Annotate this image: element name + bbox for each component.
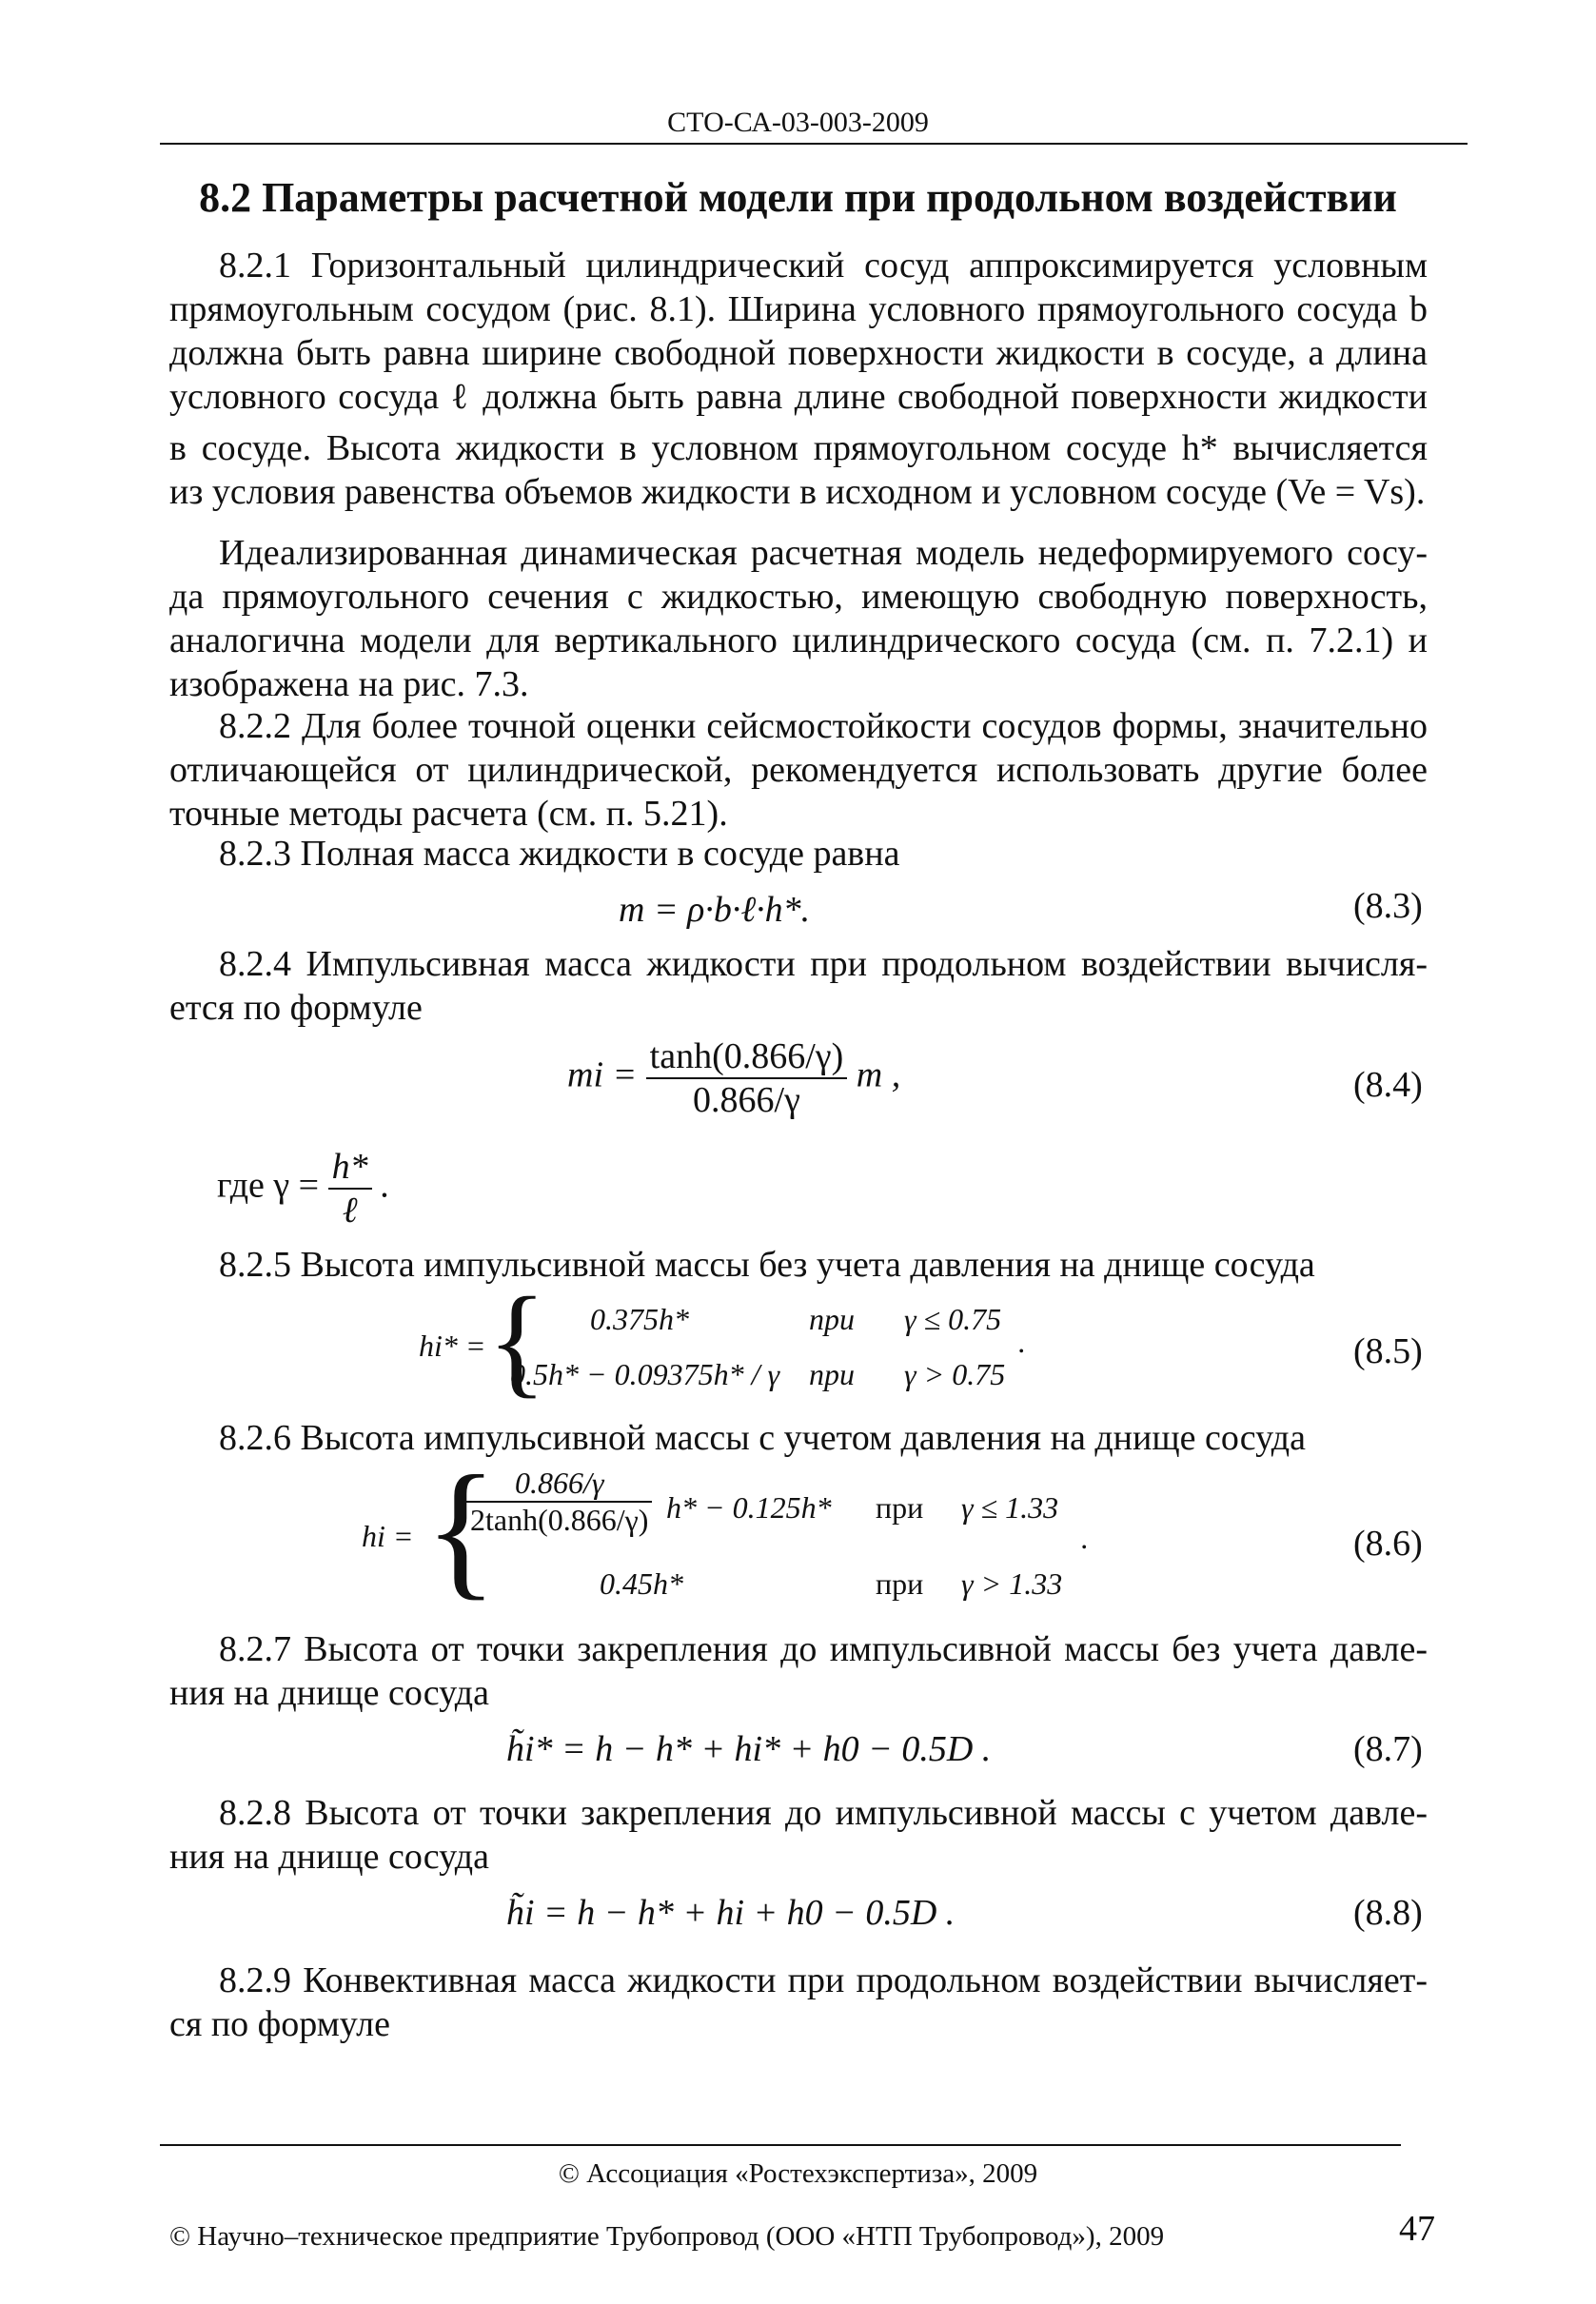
where-label: где γ =: [217, 1165, 320, 1206]
paragraph-8-2-2: [169, 704, 1428, 836]
equation-lhs: hi* =: [419, 1329, 486, 1363]
fraction-denominator: ℓ: [342, 1191, 358, 1231]
paragraph-8-2-7: [169, 1627, 1428, 1715]
text-line: ния на днище сосуда: [169, 1837, 489, 1877]
fraction: [328, 1146, 372, 1231]
text-line: точные методы расчета (см. п. 5.21).: [169, 794, 728, 834]
case-brace: {: [424, 1444, 498, 1613]
paragraph-8-2-6: [219, 1416, 1418, 1460]
equation-number-8-4: (8.4): [1353, 1065, 1423, 1105]
document-code: СТО-СА-03-003-2009: [667, 107, 929, 138]
equation-number-8-5: (8.5): [1353, 1331, 1423, 1371]
copyright-association: © Ассоциация «Ростехэкспертиза», 2009: [558, 2158, 1038, 2189]
equation-8-5: [419, 1272, 1142, 1409]
text-line: прямоугольным сосудом (рис. 8.1). Ширина условного прямоугольного сосуда b: [169, 289, 1428, 329]
case-2-condition: γ > 1.33: [961, 1566, 1063, 1601]
case-1-word: при: [809, 1302, 855, 1336]
case-1-expression: 0.375h*: [590, 1302, 689, 1336]
section-heading: 8.2 Параметры расчетной модели при продольном воздействии: [199, 174, 1397, 221]
text-line: отличающейся от цилиндрической, рекомендуется использовать другие более: [169, 750, 1428, 790]
equation-number-8-7: (8.7): [1353, 1729, 1423, 1769]
case-1-tail: h* − 0.125h*: [666, 1490, 832, 1525]
text-line: 8.2.3 Полная масса жидкости в сосуде равна: [219, 834, 900, 874]
text-line: ется по формуле: [169, 988, 423, 1028]
text-line: в сосуде. Высота жидкости в условном прямоугольном сосуде h* вычисляется: [169, 428, 1428, 468]
text-line: 8.2.1 Горизонтальный цилиндрический сосуд аппроксимируется условным: [219, 246, 1428, 286]
text-line: условного сосуда ℓ должна быть равна длине свободной поверхности жидкости: [169, 377, 1428, 417]
text-line: ния на днище сосуда: [169, 1673, 489, 1713]
equation-dot: .: [1018, 1325, 1026, 1359]
equation-lhs: hi =: [362, 1519, 414, 1553]
paragraph-8-2-1: [169, 244, 1428, 514]
case-2-expression: 0.45h*: [600, 1566, 683, 1601]
case-2-condition: γ > 0.75: [904, 1357, 1006, 1391]
fraction-denominator: 0.866/γ: [693, 1080, 800, 1120]
case-1-condition: γ ≤ 1.33: [961, 1490, 1059, 1525]
equation-8-3: m = ρ·b·ℓ·h*.: [619, 890, 811, 930]
paragraph-ideal-model: [169, 531, 1428, 706]
text-line: изображена на рис. 7.3.: [169, 664, 529, 704]
equation-8-7: h̃i* = h − h* + hi* + h0 − 0.5D .: [506, 1729, 992, 1769]
paragraph-8-2-8: [169, 1791, 1428, 1879]
text-line: из условия равенства объемов жидкости в исходном и условном сосуде (Ve = Vs).: [169, 472, 1426, 512]
fraction-denominator: 2tanh(0.866/γ): [470, 1503, 649, 1537]
equation-lhs: mi =: [567, 1054, 638, 1095]
case-1-word: при: [876, 1490, 924, 1525]
gamma-definition: [217, 1146, 390, 1231]
text-line: 8.2.5 Высота импульсивной массы без учета давления на днище сосуда: [219, 1245, 1315, 1285]
fraction: [646, 1035, 848, 1121]
fraction-numerator: h*: [328, 1146, 372, 1190]
equation-rhs: m ,: [856, 1054, 901, 1095]
equation-number-8-3: (8.3): [1353, 886, 1423, 926]
text-line: Идеализированная динамическая расчетная модель недеформируемого сосу-: [219, 533, 1428, 573]
page-number: 47: [1399, 2209, 1435, 2249]
equation-8-8: h̃i = h − h* + hi + h0 − 0.5D .: [506, 1893, 956, 1933]
fraction: [466, 1466, 652, 1538]
text-line: ся по формуле: [169, 2004, 390, 2044]
fraction-numerator: 0.866/γ: [466, 1466, 652, 1503]
text-line: должна быть равна ширине свободной поверхности жидкости в сосуде, а длина: [169, 333, 1428, 373]
paragraph-8-2-4: [169, 942, 1428, 1030]
paragraph-8-2-5: [219, 1243, 1418, 1287]
text-line: 8.2.8 Высота от точки закрепления до импульсивной массы с учетом давле-: [219, 1793, 1428, 1833]
paragraph-8-2-9: [169, 1959, 1428, 2046]
paragraph-8-2-3: [219, 832, 1361, 876]
equation-dot: .: [1081, 1521, 1089, 1555]
case-1-condition: γ ≤ 0.75: [904, 1302, 1002, 1336]
footer-rule: [160, 2144, 1401, 2146]
fraction-numerator: tanh(0.866/γ): [646, 1035, 848, 1079]
text-line: 8.2.6 Высота импульсивной массы с учетом давления на днище сосуда: [219, 1418, 1306, 1458]
definition-tail: .: [381, 1165, 390, 1206]
equation-8-4: [567, 1035, 900, 1121]
text-line: 8.2.4 Импульсивная масса жидкости при продольном воздействии вычисля-: [219, 944, 1428, 984]
text-line: аналогична модели для вертикального цилиндрического сосуда (см. п. 7.2.1) и: [169, 620, 1428, 660]
text-line: да прямоугольного сечения с жидкостью, имеющую свободную поверхность,: [169, 577, 1428, 617]
equation-number-8-6: (8.6): [1353, 1524, 1423, 1564]
case-2-word: при: [809, 1357, 855, 1391]
copyright-enterprise: © Научно–техническое предприятие Трубопровод (ООО «НТП Трубопровод»), 2009: [169, 2221, 1165, 2252]
text-line: 8.2.9 Конвективная масса жидкости при продольном воздействии вычисляет-: [219, 1960, 1428, 2000]
header-rule: [160, 143, 1468, 145]
case-brace: {: [487, 1272, 547, 1409]
equation-number-8-8: (8.8): [1353, 1893, 1423, 1933]
text-line: 8.2.7 Высота от точки закрепления до импульсивной массы без учета давле-: [219, 1629, 1428, 1669]
text-line: 8.2.2 Для более точной оценки сейсмостойкости сосудов формы, значительно: [219, 706, 1428, 746]
case-2-word: при: [876, 1566, 924, 1601]
equation-8-6: [362, 1444, 1123, 1613]
case-2-expression: 0.5h* − 0.09375h* / γ: [510, 1357, 780, 1391]
